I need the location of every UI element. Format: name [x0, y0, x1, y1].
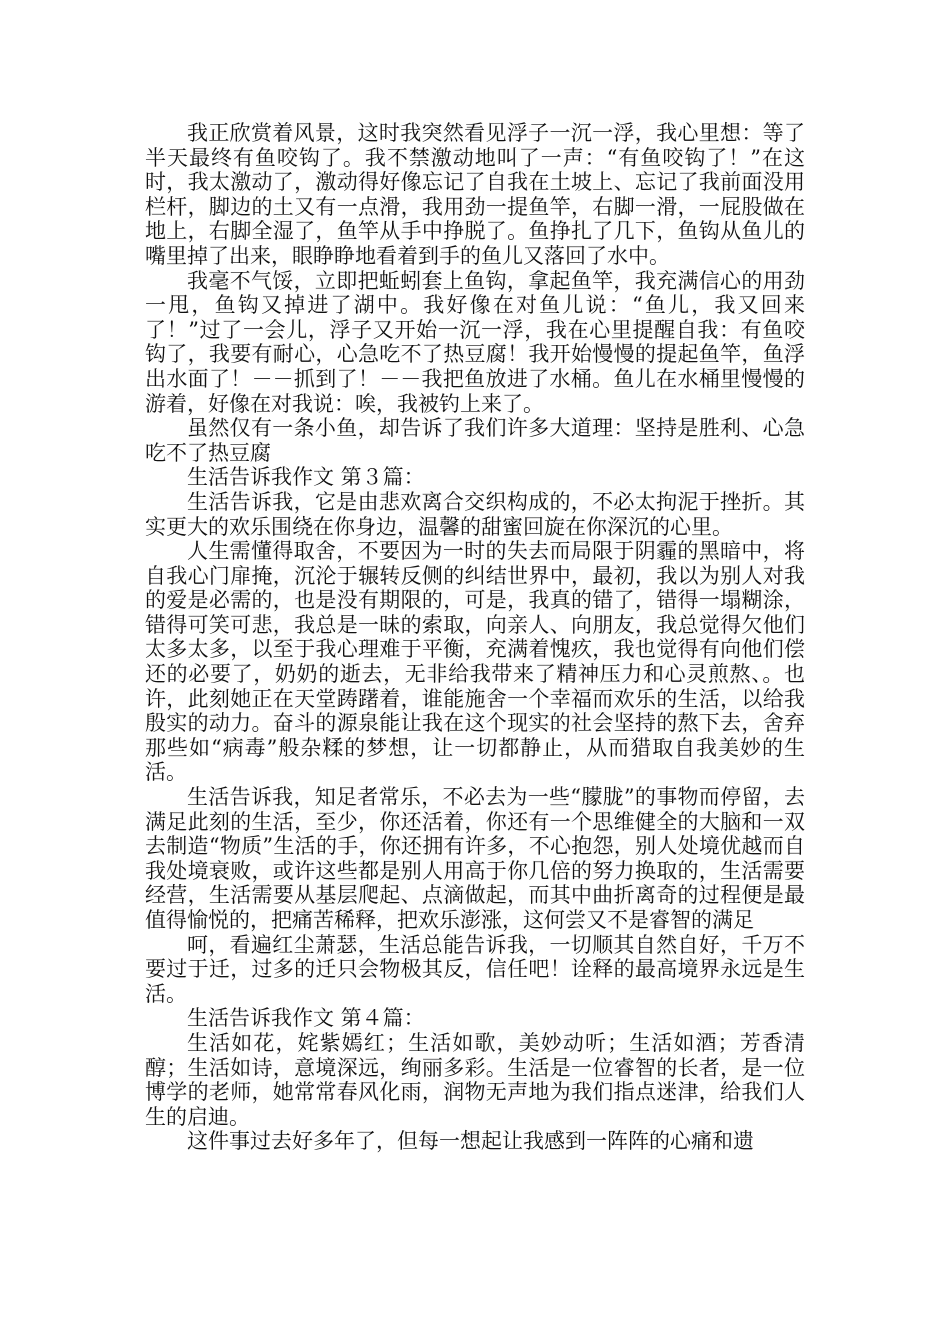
section-heading-4: 生活告诉我作文 第４篇：	[187, 1006, 425, 1031]
paragraph-5: 人生需懂得取舍，不要因为一时的失去而局限于阴霾的黑暗中，将自我心门扉掩，沉沦于辗转反侧的纠结世界中，最初，我以为别人对我的爱是必需的，也是没有期限的，可是，我真的错了，错得一塌糊涂，错得可笑可悲，我总是一昧的索取，向亲人、向朋友，我总觉得欠他们太多太多，以至于我心理难于平衡，充满着愧疚，我也觉得有向他们偿还的必要了，奶奶的逝去，无非给我带来了精神压力和心灵煎熬、。也许，此刻她正在天堂踌躇着，谁能施舍一个幸福而欢乐的生活，以给我殷实的动力。奋斗的源泉能让我在这个现实的社会坚持的熬下去，舍弃那些如“病毒”般杂糅的梦想，让一切都静止，从而猎取自我美妙的生活。	[145, 539, 805, 785]
paragraph-6: 生活告诉我，知足者常乐，不必去为一些“朦胧”的事物而停留，去满足此刻的生活，至少，你还活着，你还有一个思维健全的大脑和一双去制造“物质”生活的手，你还拥有许多，不心抱怨，别人处境优越而自我处境衰败，或许这些都是别人用高于你几倍的努力换取的，生活需要经营，生活需要从基层爬起、点滴做起，而其中曲折离奇的过程便是最值得愉悦的，把痛苦稀释，把欢乐澎涨，这何尝又不是睿智的满足	[145, 785, 805, 932]
paragraph-4: 生活告诉我，它是由悲欢离合交织构成的，不必太拘泥于挫折。其实更大的欢乐围绕在你身边，温馨的甜蜜回旋在你深沉的心里。	[145, 489, 805, 539]
paragraph-9: 这件事过去好多年了，但每一想起让我感到一阵阵的心痛和遗	[187, 1129, 754, 1154]
paragraph-2: 我毫不气馁，立即把蚯蚓套上鱼钩，拿起鱼竿，我充满信心的用劲一甩，鱼钩又掉进了湖中。我好像在对鱼儿说：“鱼儿，我又回来了！”过了一会儿，浮子又开始一沉一浮，我在心里提醒自我：有鱼咬钩了，我要有耐心，心急吃不了热豆腐！我开始慢慢的提起鱼竿，鱼浮出水面了！－－抓到了！－－我把鱼放进了水桶。鱼儿在水桶里慢慢的游着，好像在对我说：唉，我被钓上来了。	[145, 268, 805, 416]
document-body	[145, 121, 805, 1154]
paragraph-3: 虽然仅有一条小鱼，却告诉了我们许多大道理：坚持是胜利、心急吃不了热豆腐	[145, 416, 805, 465]
paragraph-7: 呵，看遍红尘萧瑟，生活总能告诉我，一切顺其自然自好，千万不要过于迁，过多的迁只会物极其反，信任吧！诠释的最高境界永远是生活。	[145, 932, 805, 1006]
section-heading-3: 生活告诉我作文 第３篇：	[187, 465, 425, 490]
paragraph-8: 生活如花，姹紫嫣红；生活如歌，美妙动听；生活如酒；芳香清醇；生活如诗，意境深远，绚丽多彩。生活是一位睿智的长者，是一位博学的老师，她常常春风化雨，润物无声地为我们指点迷津，给我们人生的启迪。	[145, 1030, 805, 1129]
paragraph-1: 我正欣赏着风景，这时我突然看见浮子一沉一浮，我心里想：等了半天最终有鱼咬钩了。我不禁激动地叫了一声：“有鱼咬钩了！”在这时，我太激动了，激动得好像忘记了自我在土坡上、忘记了我前面没用栏杆，脚边的土又有一点滑，我用劲一提鱼竿，右脚一滑，一屁股做在地上，右脚全湿了，鱼竿从手中挣脱了。鱼挣扎了几下，鱼钩从鱼儿的嘴里掉了出来，眼睁睁地看着到手的鱼儿又落回了水中。	[145, 121, 805, 268]
